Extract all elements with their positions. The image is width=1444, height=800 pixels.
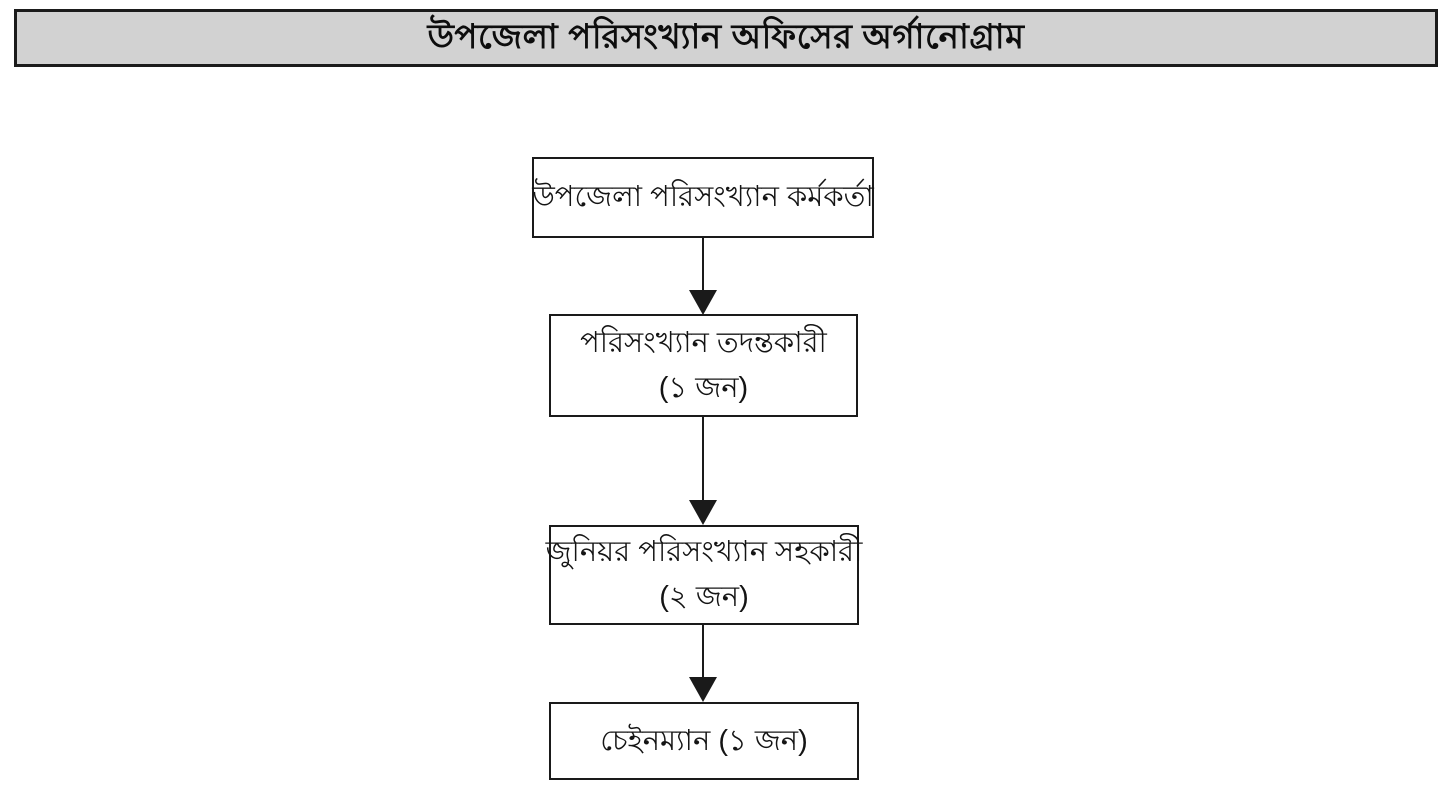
- down-arrow-icon: [688, 238, 718, 315]
- page-title: উপজেলা পরিসংখ্যান অফিসের অর্গানোগ্রাম: [427, 18, 1025, 57]
- org-node-title: উপজেলা পরিসংখ্যান কর্মকর্তা: [532, 181, 874, 213]
- org-node-statistical-investigator: [549, 314, 858, 417]
- org-node-title: চেইনম্যান (১ জন): [600, 724, 808, 757]
- org-node-count: (২ জন): [659, 581, 749, 613]
- arrow-line: [702, 238, 704, 290]
- arrow-line: [702, 625, 704, 677]
- down-arrow-icon: [688, 417, 718, 525]
- org-node-junior-statistical-assistant: [545, 525, 863, 625]
- arrow-head: [689, 290, 717, 315]
- org-node-title: জুনিয়র পরিসংখ্যান সহকারী: [545, 536, 863, 568]
- org-node-upazila-statistics-officer: [532, 157, 874, 238]
- org-node-chainman: [549, 702, 859, 780]
- org-node-count: (১ জন): [658, 371, 749, 404]
- org-node-title: পরিসংখ্যান তদন্তকারী: [580, 326, 827, 359]
- arrow-head: [689, 500, 717, 525]
- arrow-line: [702, 417, 704, 500]
- arrow-head: [689, 677, 717, 702]
- down-arrow-icon: [688, 625, 718, 702]
- page-title-bar: [14, 9, 1438, 67]
